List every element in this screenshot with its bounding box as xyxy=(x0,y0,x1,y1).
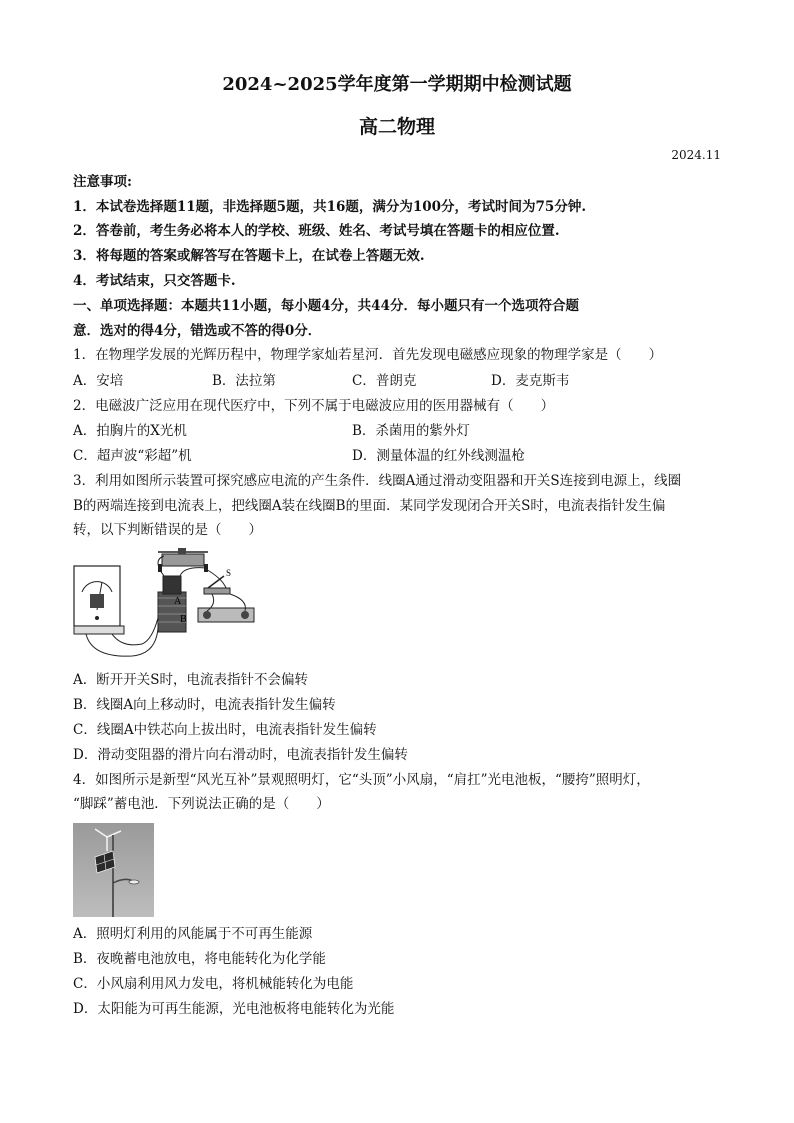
q3-option-a: A．断开开关S时，电流表指针不会偏转 xyxy=(73,672,308,688)
coil-b-icon xyxy=(158,592,186,632)
induction-apparatus-figure xyxy=(72,548,262,663)
notice-heading: 注意事项: xyxy=(73,174,132,190)
q2-option-c: C．超声波“彩超”机 xyxy=(73,448,192,464)
galvanometer-icon xyxy=(74,566,124,634)
q4-option-b: B．夜晚蓄电池放电，将电能转化为化学能 xyxy=(73,951,326,967)
q2-option-d: D．测量体温的红外线测温枪 xyxy=(352,448,525,464)
section-heading-cont: 意．选对的得4分，错选或不答的得0分． xyxy=(73,323,322,339)
coil-b-label: B xyxy=(180,614,187,625)
q1-option-c: C．普朗克 xyxy=(352,373,417,389)
q1-option-b: B．法拉第 xyxy=(212,373,276,389)
q2-stem: 2．电磁波广泛应用在现代医疗中，下列不属于电磁波应用的医用器械有（ ） xyxy=(73,398,555,414)
exam-date: 2024.11 xyxy=(671,148,721,162)
q4-stem-line: “脚踩”蓄电池．下列说法正确的是（ ） xyxy=(73,796,330,812)
q4-option-c: C．小风扇利用风力发电，将机械能转化为电能 xyxy=(73,976,354,992)
exam-subject: 高二物理 xyxy=(358,116,435,138)
q3-stem-line: 转，以下判断错误的是（ ） xyxy=(73,522,262,538)
exam-title: 2024~2025学年度第一学期期中检测试题 xyxy=(222,74,572,95)
q3-option-b: B．线圈A向上移动时，电流表指针发生偏转 xyxy=(73,697,336,713)
q1-option-d: D．麦克斯韦 xyxy=(491,373,570,389)
q2-option-b: B．杀菌用的紫外灯 xyxy=(352,423,470,439)
rheostat-icon xyxy=(158,548,208,572)
q3-stem-line: B的两端连接到电流表上，把线圈A装在线圈B的里面．某同学发现闭合开关S时，电流表指针发生偏 xyxy=(73,498,666,514)
q3-option-c: C．线圈A中铁芯向上拔出时，电流表指针发生偏转 xyxy=(73,722,377,738)
wind-solar-streetlight-photo xyxy=(73,823,154,917)
coil-a-icon xyxy=(163,576,181,594)
switch-label: S xyxy=(226,568,232,578)
q4-stem-line: 4．如图所示是新型“风光互补”景观照明灯，它“头顶”小风扇，“肩扛”光电池板，“腰挎”照明灯， xyxy=(73,772,650,788)
q2-option-a: A．拍胸片的X光机 xyxy=(73,423,187,439)
coil-a-label: A xyxy=(174,596,182,607)
notice-item: 2．答卷前，考生务必将本人的学校、班级、姓名、考试号填在答题卡的相应位置. xyxy=(73,223,560,239)
notice-item: 4．考试结束，只交答题卡. xyxy=(73,273,236,289)
q4-option-d: D．太阳能为可再生能源，光电池板将电能转化为光能 xyxy=(73,1001,395,1017)
q3-option-d: D．滑动变阻器的滑片向右滑动时，电流表指针发生偏转 xyxy=(73,747,408,763)
switch-icon xyxy=(204,576,230,594)
q1-stem: 1．在物理学发展的光辉历程中，物理学家灿若星河．首先发现电磁感应现象的物理学家是（ ） xyxy=(73,347,663,363)
notice-item: 3．将每题的答案或解答写在答题卡上，在试卷上答题无效. xyxy=(73,248,425,264)
section-heading: 一、单项选择题：本题共11小题，每小题4分，共44分．每小题只有一个选项符合题 xyxy=(73,298,579,314)
q1-option-a: A．安培 xyxy=(73,373,124,389)
notice-item: 1．本试卷选择题11题，非选择题5题，共16题，满分为100分，考试时间为75分钟. xyxy=(73,199,587,215)
q3-stem-line: 3．利用如图所示装置可探究感应电流的产生条件．线圈A通过滑动变阻器和开关S连接到电源上，线圈 xyxy=(73,473,682,489)
q4-option-a: A．照明灯利用的风能属于不可再生能源 xyxy=(73,926,313,942)
